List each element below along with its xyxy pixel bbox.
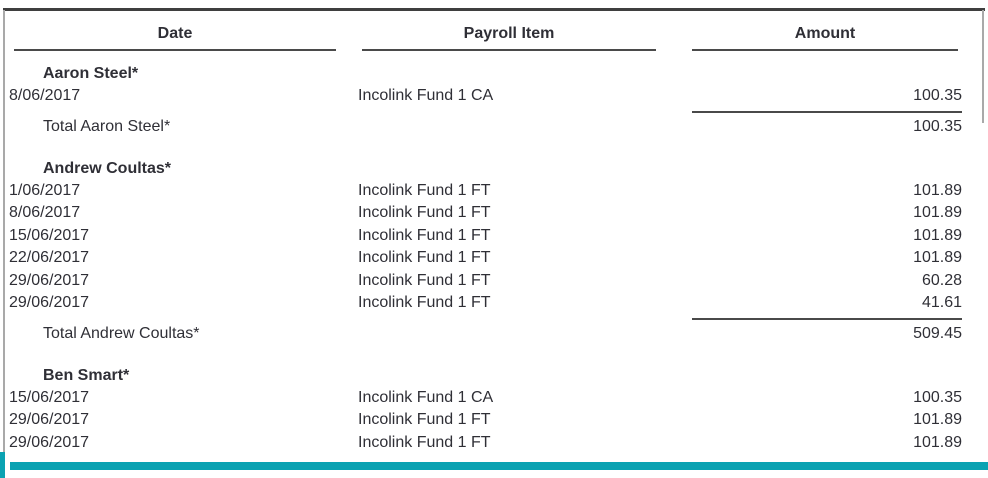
column-header-date-label: Date <box>14 24 336 51</box>
row-date: 8/06/2017 <box>9 87 81 104</box>
row-date: 29/06/2017 <box>9 271 90 289</box>
row-date: 29/06/2017 <box>9 294 90 311</box>
row-date: 15/06/2017 <box>9 226 90 244</box>
row-amount: 101.89 <box>913 181 962 199</box>
row-amount: 100.35 <box>913 388 962 406</box>
row-amount: 101.89 <box>913 204 962 221</box>
row-amount: 101.89 <box>913 249 962 266</box>
row-date: 15/06/2017 <box>9 388 90 406</box>
column-header-date <box>5 24 350 51</box>
row-payroll-item: Incolink Fund 1 FT <box>358 411 491 428</box>
report-row <box>5 270 962 293</box>
row-amount: 101.89 <box>913 433 962 451</box>
row-amount: 101.89 <box>913 411 962 428</box>
row-amount: 101.89 <box>913 226 962 244</box>
column-header-row <box>5 24 962 51</box>
employee-total-row <box>5 323 962 345</box>
total-rule-row <box>5 315 962 323</box>
employee-name: Andrew Coultas* <box>43 159 172 177</box>
report-row <box>5 202 962 225</box>
report-row <box>5 225 962 248</box>
report-row <box>5 85 962 108</box>
employee-total-amount: 100.35 <box>913 117 962 135</box>
row-amount: 100.35 <box>913 87 962 104</box>
report-row <box>5 387 962 410</box>
report-row <box>5 432 962 455</box>
report-row <box>5 180 962 203</box>
employee-total-amount: 509.45 <box>913 324 962 342</box>
report-row <box>5 409 962 432</box>
column-header-payroll-item <box>350 24 670 51</box>
total-rule-line <box>692 318 962 320</box>
row-payroll-item: Incolink Fund 1 FT <box>358 204 491 221</box>
column-header-amount-label: Amount <box>692 24 958 51</box>
employee-group <box>5 63 962 138</box>
row-date: 29/06/2017 <box>9 411 90 428</box>
employee-name: Aaron Steel* <box>43 65 139 82</box>
row-date: 22/06/2017 <box>9 249 90 266</box>
total-rule-line <box>692 111 962 113</box>
row-amount: 41.61 <box>921 294 962 311</box>
column-header-amount <box>670 24 962 51</box>
row-amount: 60.28 <box>921 271 962 289</box>
report-content <box>5 24 962 454</box>
employee-total-label: Total Aaron Steel* <box>43 117 171 135</box>
employee-group <box>5 365 962 455</box>
table-top-border <box>3 8 985 11</box>
row-payroll-item: Incolink Fund 1 FT <box>358 226 491 244</box>
employee-total-label: Total Andrew Coultas* <box>43 324 200 342</box>
row-payroll-item: Incolink Fund 1 CA <box>358 388 494 406</box>
row-payroll-item: Incolink Fund 1 FT <box>358 181 491 199</box>
row-date: 1/06/2017 <box>9 181 81 199</box>
employee-name: Ben Smart* <box>43 366 130 384</box>
report-row <box>5 247 962 270</box>
row-payroll-item: Incolink Fund 1 CA <box>358 87 494 104</box>
row-payroll-item: Incolink Fund 1 FT <box>358 294 491 311</box>
report-row <box>5 292 962 315</box>
column-header-payroll-item-label: Payroll Item <box>362 24 656 51</box>
table-right-border <box>982 10 984 123</box>
employee-total-row <box>5 116 962 138</box>
row-payroll-item: Incolink Fund 1 FT <box>358 433 491 451</box>
report-body <box>5 63 962 454</box>
row-date: 8/06/2017 <box>9 204 81 221</box>
employee-group <box>5 158 962 345</box>
row-date: 29/06/2017 <box>9 433 90 451</box>
row-payroll-item: Incolink Fund 1 FT <box>358 249 491 266</box>
row-payroll-item: Incolink Fund 1 FT <box>358 271 491 289</box>
total-rule-row <box>5 108 962 116</box>
window-edge-bar <box>10 462 988 470</box>
window-edge-corner <box>0 452 5 478</box>
